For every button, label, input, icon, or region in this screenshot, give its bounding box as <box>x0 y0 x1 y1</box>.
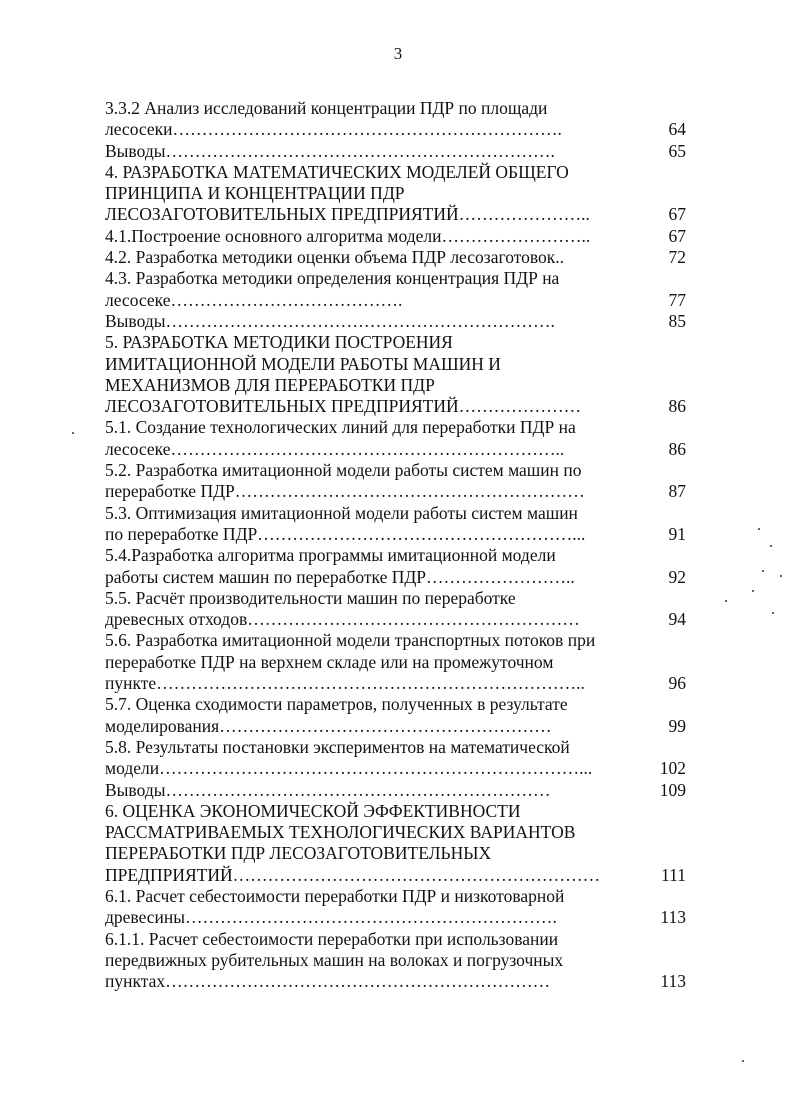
toc-entry-page: 77 <box>668 289 686 310</box>
toc-entry-page: 64 <box>668 119 686 140</box>
toc-entry-page: 113 <box>660 907 686 928</box>
toc-entry-text: 5.5. Расчёт производительности машин по переработке древесных отходов………………………………………………… <box>105 587 580 630</box>
toc-entry <box>105 694 690 737</box>
scan-speck <box>772 612 774 614</box>
toc-entry <box>105 545 690 588</box>
table-of-contents <box>105 98 690 992</box>
scan-speck <box>742 1060 744 1062</box>
toc-entry-text: 6.1. Расчет себестоимости переработки ПДР и низкотоварной древесины………………………………………………………. <box>105 885 565 928</box>
scan-speck <box>762 570 764 572</box>
toc-entry-page: 67 <box>668 204 686 225</box>
toc-entry <box>105 737 690 780</box>
toc-entry <box>105 162 690 226</box>
scan-speck <box>72 432 74 434</box>
toc-entry-text: 5. РАЗРАБОТКА МЕТОДИКИ ПОСТРОЕНИЯ ИМИТАЦИОННОЙ МОДЕЛИ РАБОТЫ МАШИН И МЕХАНИЗМОВ ДЛЯ ПЕРЕРАБОТКИ ПДР ЛЕСОЗАГОТОВИТЕЛЬНЫХ ПРЕДПРИЯТИЙ………………… <box>105 332 582 417</box>
toc-entry <box>105 801 690 886</box>
page-number: 3 <box>393 44 403 63</box>
toc-entry-page: 94 <box>668 609 686 630</box>
toc-entry <box>105 141 690 162</box>
toc-entry <box>105 311 690 332</box>
toc-entry-page: 86 <box>668 396 686 417</box>
toc-entry <box>105 886 690 929</box>
toc-entry <box>105 226 690 247</box>
toc-entry-page: 72 <box>668 247 686 268</box>
toc-entry-page: 92 <box>668 566 686 587</box>
scan-speck <box>780 575 782 577</box>
toc-entry-text: 3.3.2 Анализ исследований концентрации ПДР по площади лесосеки…………………………………………………………. <box>105 98 562 140</box>
toc-entry-page: 65 <box>668 140 686 161</box>
toc-entry-page: 67 <box>668 225 686 246</box>
toc-entry-text: Выводы…………………………………………………………. <box>105 310 555 331</box>
toc-entry <box>105 780 690 801</box>
toc-entry-text: 6.1.1. Расчет себестоимости переработки при использовании передвижных рубительных машин на волоках и погрузочных пунктах………………………………………………………… <box>105 928 564 992</box>
toc-entry-text: Выводы…………………………………………………………. <box>105 140 555 161</box>
scan-speck <box>758 528 760 530</box>
toc-entry <box>105 588 690 631</box>
toc-entry <box>105 268 690 311</box>
toc-entry-page: 113 <box>660 971 686 992</box>
toc-entry-text: 4. РАЗРАБОТКА МАТЕМАТИЧЕСКИХ МОДЕЛЕЙ ОБЩЕГО ПРИНЦИПА И КОНЦЕНТРАЦИИ ПДР ЛЕСОЗАГОТОВИТЕЛЬНЫХ ПРЕДПРИЯТИЙ………………….. <box>105 161 590 225</box>
toc-entry-page: 85 <box>668 310 686 331</box>
toc-entry-text: 5.3. Оптимизация имитационной модели работы систем машин по переработке ПДР………………………………………………... <box>105 502 586 544</box>
toc-entry-page: 86 <box>668 438 686 459</box>
scan-speck <box>725 600 727 602</box>
toc-entry-page: 91 <box>668 523 686 544</box>
toc-entry-page: 99 <box>668 715 686 736</box>
toc-entry-page: 109 <box>659 779 686 800</box>
toc-entry-page: 111 <box>661 864 686 885</box>
toc-entry-text: Выводы………………………………………………………… <box>105 779 551 800</box>
toc-entry-text: 5.1. Создание технологических линий для переработки ПДР на лесосеке………………………………………………………….. <box>105 417 576 459</box>
toc-entry-text: 5.6. Разработка имитационной модели транспортных потоков при переработке ПДР на верхнем складе или на промежуточном пункте……………………………………………………………….. <box>105 630 596 694</box>
toc-entry-text: 5.4.Разработка алгоритма программы имитационной модели работы систем машин по переработке ПДР…………………….. <box>105 545 575 587</box>
scan-speck <box>752 590 754 592</box>
toc-entry-page: 87 <box>668 481 686 502</box>
toc-entry-text: 4.3. Разработка методики определения концентрация ПДР на лесосеке…………………………………. <box>105 268 560 310</box>
toc-entry <box>105 503 690 546</box>
toc-entry <box>105 98 690 141</box>
toc-entry-text: 5.8. Результаты постановки экспериментов на математической модели………………………………………………………………... <box>105 736 593 779</box>
toc-entry <box>105 630 690 694</box>
toc-entry-page: 102 <box>659 758 686 779</box>
toc-entry-text: 5.7. Оценка сходимости параметров, полученных в результате моделирования………………………………………………… <box>105 694 568 736</box>
toc-entry-text: 4.1.Построение основного алгоритма модели…………………….. <box>105 225 591 246</box>
toc-entry <box>105 929 690 993</box>
toc-entry <box>105 332 690 417</box>
toc-entry <box>105 460 690 503</box>
toc-entry <box>105 247 690 268</box>
toc-entry <box>105 417 690 460</box>
toc-entry-text: 5.2. Разработка имитационной модели работы систем машин по переработке ПДР…………………………………………………… <box>105 460 585 502</box>
toc-entry-page: 96 <box>668 673 686 694</box>
toc-entry-text: 4.2. Разработка методики оценки объема ПДР лесозаготовок.. <box>105 247 565 268</box>
toc-entry-text: 6. ОЦЕНКА ЭКОНОМИЧЕСКОЙ ЭФФЕКТИВНОСТИ РАССМАТРИВАЕМЫХ ТЕХНОЛОГИЧЕСКИХ ВАРИАНТОВ ПЕРЕРАБОТКИ ПДР ЛЕСОЗАГОТОВИТЕЛЬНЫХ ПРЕДПРИЯТИЙ……………………………………………………… <box>105 800 601 885</box>
scan-speck <box>770 545 772 547</box>
